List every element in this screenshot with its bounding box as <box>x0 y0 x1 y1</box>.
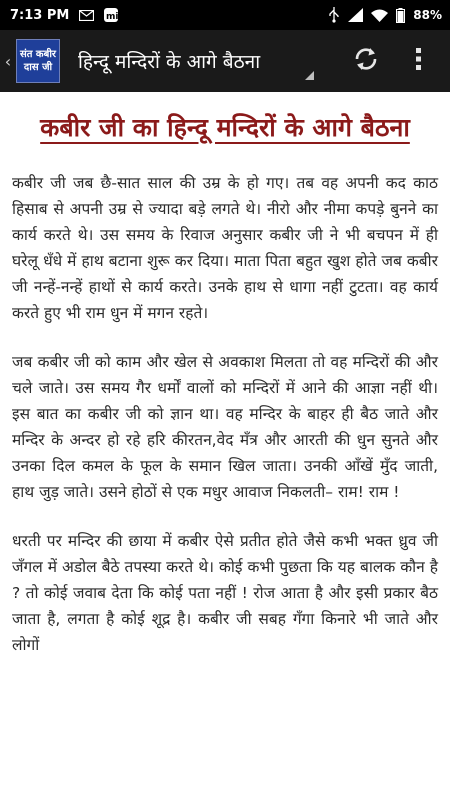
refresh-button[interactable] <box>352 45 380 77</box>
article-title: कबीर जी का हिन्दू मन्दिरों के आगे बैठना <box>40 113 410 142</box>
wifi-icon <box>371 9 388 22</box>
app-bar <box>0 30 450 92</box>
article-paragraph: जब कबीर जी को काम और खेल से अवकाश मिलता तो वह मन्दिरों की और चले जाते। उस समय गैर धर्मों वालों को मन्दिरों में आने की आज्ञा नहीं थी। इस बात का कबीर जी को ज्ञान था। वह मन्दिर के बाहर ही बैठ जाते और मन्दिर के अन्दर हो रहे हरि कीरतन,वेद मँत्र और आरती की धुन सुनते और उनका दिल कमल के फूल के समान खिल जाता। उनकी आँखें मुँद जाती, हाथ जुड़ जाते। उसने होठों से एक मधुर आवाज निकलती– राम! राम ! <box>12 353 438 501</box>
status-right <box>328 7 442 23</box>
refresh-icon <box>352 45 380 77</box>
app-logo[interactable] <box>16 39 60 83</box>
overflow-menu-icon <box>416 47 422 75</box>
article-paragraph: धरती पर मन्दिर की छाया में कबीर ऐसे प्रतीत होते जैसे कभी भक्त ध्रुव जी जँगल में अडोल बैठे तपस्या करते थे। कोई कभी पुछता कि यह बालक कौन है ? तो कोई जवाब देता कि कोई पता नहीं ! रोज आता है और इसी प्रकार बैठ जाता है, लगता है कोई शूद्र है। कबीर जी सबह गँगा किनारे भी जाते और लोगों <box>12 532 438 654</box>
status-bar <box>0 0 450 30</box>
status-time: 7:13 PM <box>10 7 70 23</box>
app-actions <box>318 45 450 77</box>
signal-icon <box>348 8 363 22</box>
screen-title: हिन्दू मन्दिरों के आगे बैठना <box>78 51 261 73</box>
app-logo-line1: संत कबीर <box>19 49 56 60</box>
back-chevron-icon[interactable]: ‹ <box>4 51 12 71</box>
screen-title-spinner[interactable] <box>78 30 318 92</box>
mail-icon <box>79 10 94 21</box>
battery-percent: 88% <box>413 8 442 22</box>
svg-text:mi: mi <box>106 12 119 22</box>
article-paragraph: कबीर जी जब छै-सात साल की उम्र के हो गए। तब वह अपनी कद काठ हिसाब से अपनी उम्र से ज्यादा बड़े लगते थे। नीरो और नीमा कपड़े बुनने का कार्य करते थे। उस समय के रिवाज अनुसार कबीर जी ने भी बचपन में ही घरेलू धँधे में हाथ बटाना शुरू कर दिया। माता पिता बहुत खुश होते जब कबीर जी नन्हें-नन्हें हाथों से कार्य करते। उनके हाथ से धागा नहीं टुटता। वह कार्य करते हुए भी राम धुन में मगन रहते। <box>12 174 438 322</box>
app-logo-line2: दास जी <box>23 62 53 73</box>
mi-icon <box>104 8 118 22</box>
dropdown-corner-icon <box>305 71 314 80</box>
usb-icon <box>328 7 340 23</box>
article-content[interactable] <box>0 92 450 800</box>
battery-icon <box>396 8 405 23</box>
overflow-menu-button[interactable] <box>416 47 422 75</box>
status-left <box>10 8 118 23</box>
